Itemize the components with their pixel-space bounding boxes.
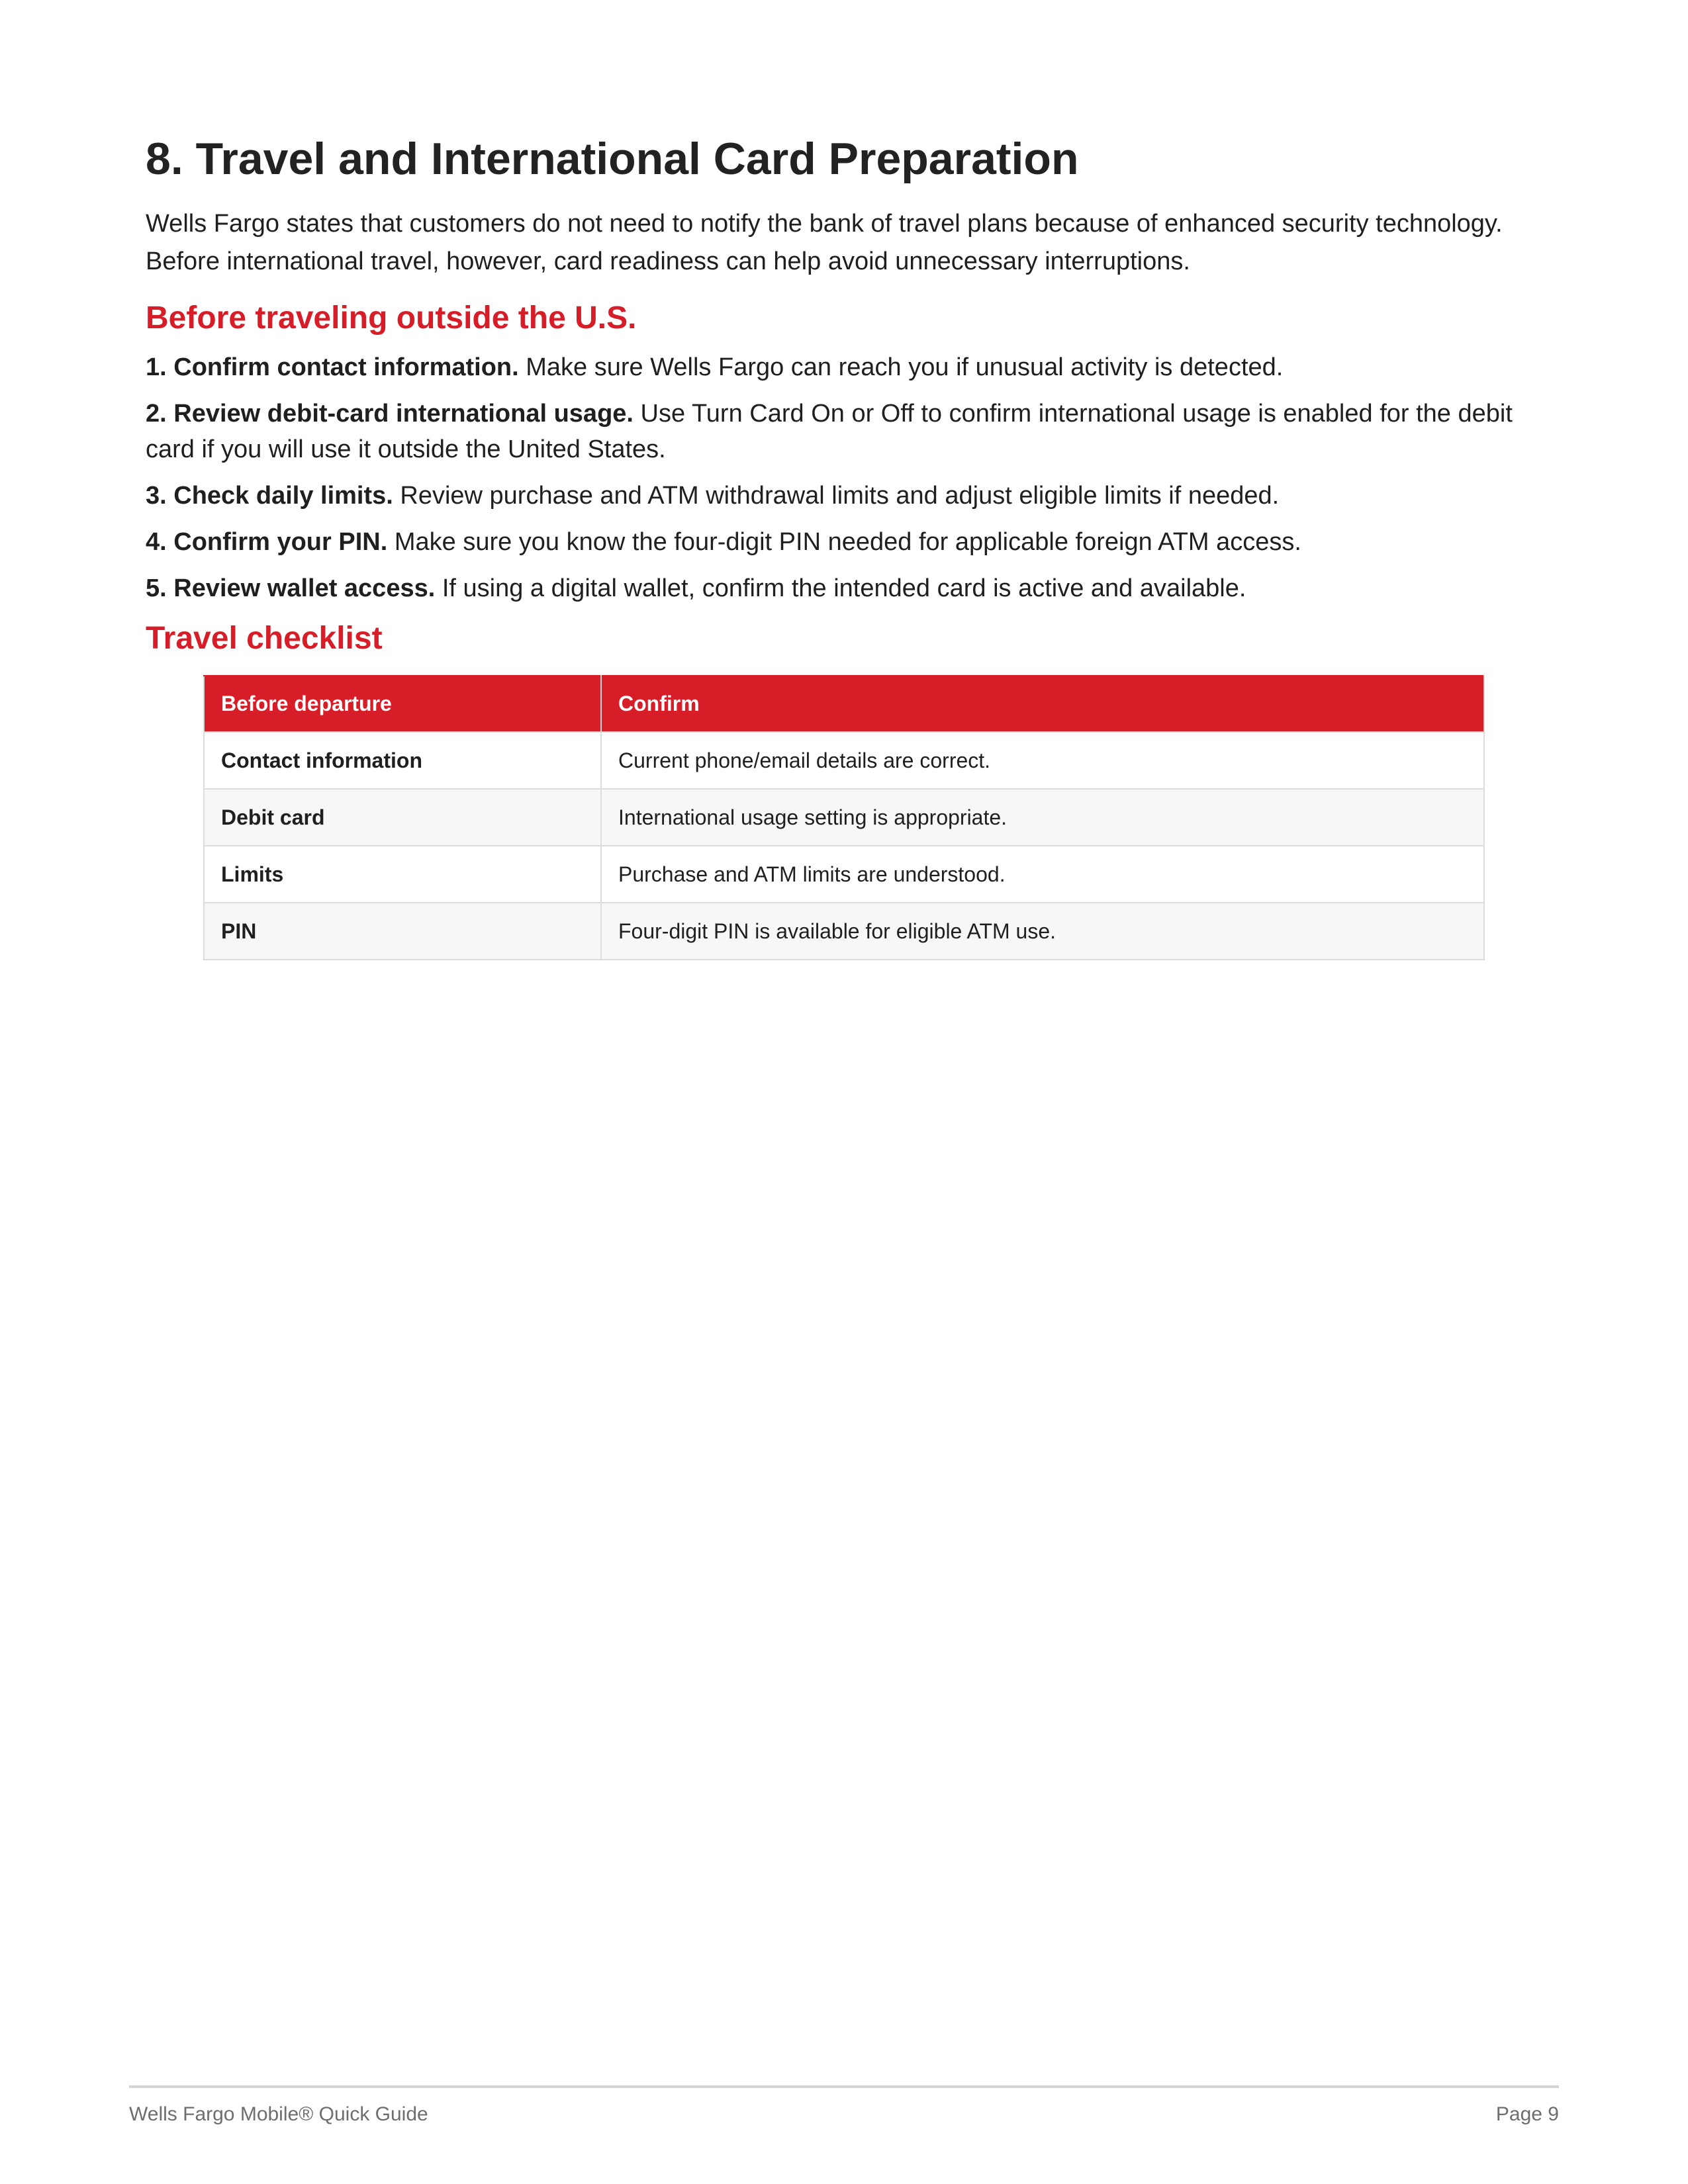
checklist-confirm: International usage setting is appropriate. — [601, 789, 1484, 846]
checklist-item: Limits — [204, 846, 601, 903]
step-title: 2. Review debit-card international usage. — [146, 399, 633, 428]
step-text: Review purchase and ATM withdrawal limits and adjust eligible limits if needed. — [393, 481, 1280, 510]
table-row — [204, 846, 1484, 903]
table-header-row — [204, 676, 1484, 732]
column-header-before-departure: Before departure — [204, 676, 601, 732]
page-title: 8. Travel and International Card Preparation — [146, 134, 1079, 184]
checklist-confirm: Current phone/email details are correct. — [601, 732, 1484, 789]
step-text: Make sure you know the four-digit PIN needed for applicable foreign ATM access. — [387, 527, 1301, 556]
checklist-confirm: Four-digit PIN is available for eligible ATM use. — [601, 903, 1484, 960]
checklist-confirm: Purchase and ATM limits are understood. — [601, 846, 1484, 903]
checklist-item: Debit card — [204, 789, 601, 846]
step-item — [146, 396, 1549, 467]
column-header-confirm: Confirm — [601, 676, 1484, 732]
page-content — [146, 132, 1549, 960]
step-title: 5. Review wallet access. — [146, 574, 436, 602]
step-title: 4. Confirm your PIN. — [146, 527, 388, 556]
footer-page-number: Page 9 — [1495, 2103, 1559, 2125]
footer-guide-title: Wells Fargo Mobile® Quick Guide — [129, 2103, 428, 2125]
step-text: Make sure Wells Fargo can reach you if unusual activity is detected. — [518, 353, 1284, 381]
travel-checklist-table — [203, 675, 1485, 960]
checklist-heading: Travel checklist — [146, 620, 383, 656]
step-item — [146, 478, 1549, 514]
checklist-item: Contact information — [204, 732, 601, 789]
step-item — [146, 524, 1549, 560]
footer-divider — [129, 2085, 1559, 2088]
step-title: 1. Confirm contact information. — [146, 353, 519, 381]
step-title: 3. Check daily limits. — [146, 481, 393, 510]
table-row — [204, 789, 1484, 846]
step-text: If using a digital wallet, confirm the intended card is active and available. — [435, 574, 1246, 602]
step-text: Use Turn Card On or Off to confirm international usage is enabled for the debit card if you will use it outside the United States. — [146, 399, 1513, 463]
intro-paragraph: Wells Fargo states that customers do not need to notify the bank of travel plans because of enhanced security technology. Before international travel, however, card readiness can help avoid unnecessary interruptions. — [146, 209, 1503, 275]
table-row — [204, 903, 1484, 960]
checklist-item: PIN — [204, 903, 601, 960]
step-item — [146, 349, 1549, 385]
step-item — [146, 570, 1549, 606]
table-row — [204, 732, 1484, 789]
section-heading: Before traveling outside the U.S. — [146, 300, 637, 336]
